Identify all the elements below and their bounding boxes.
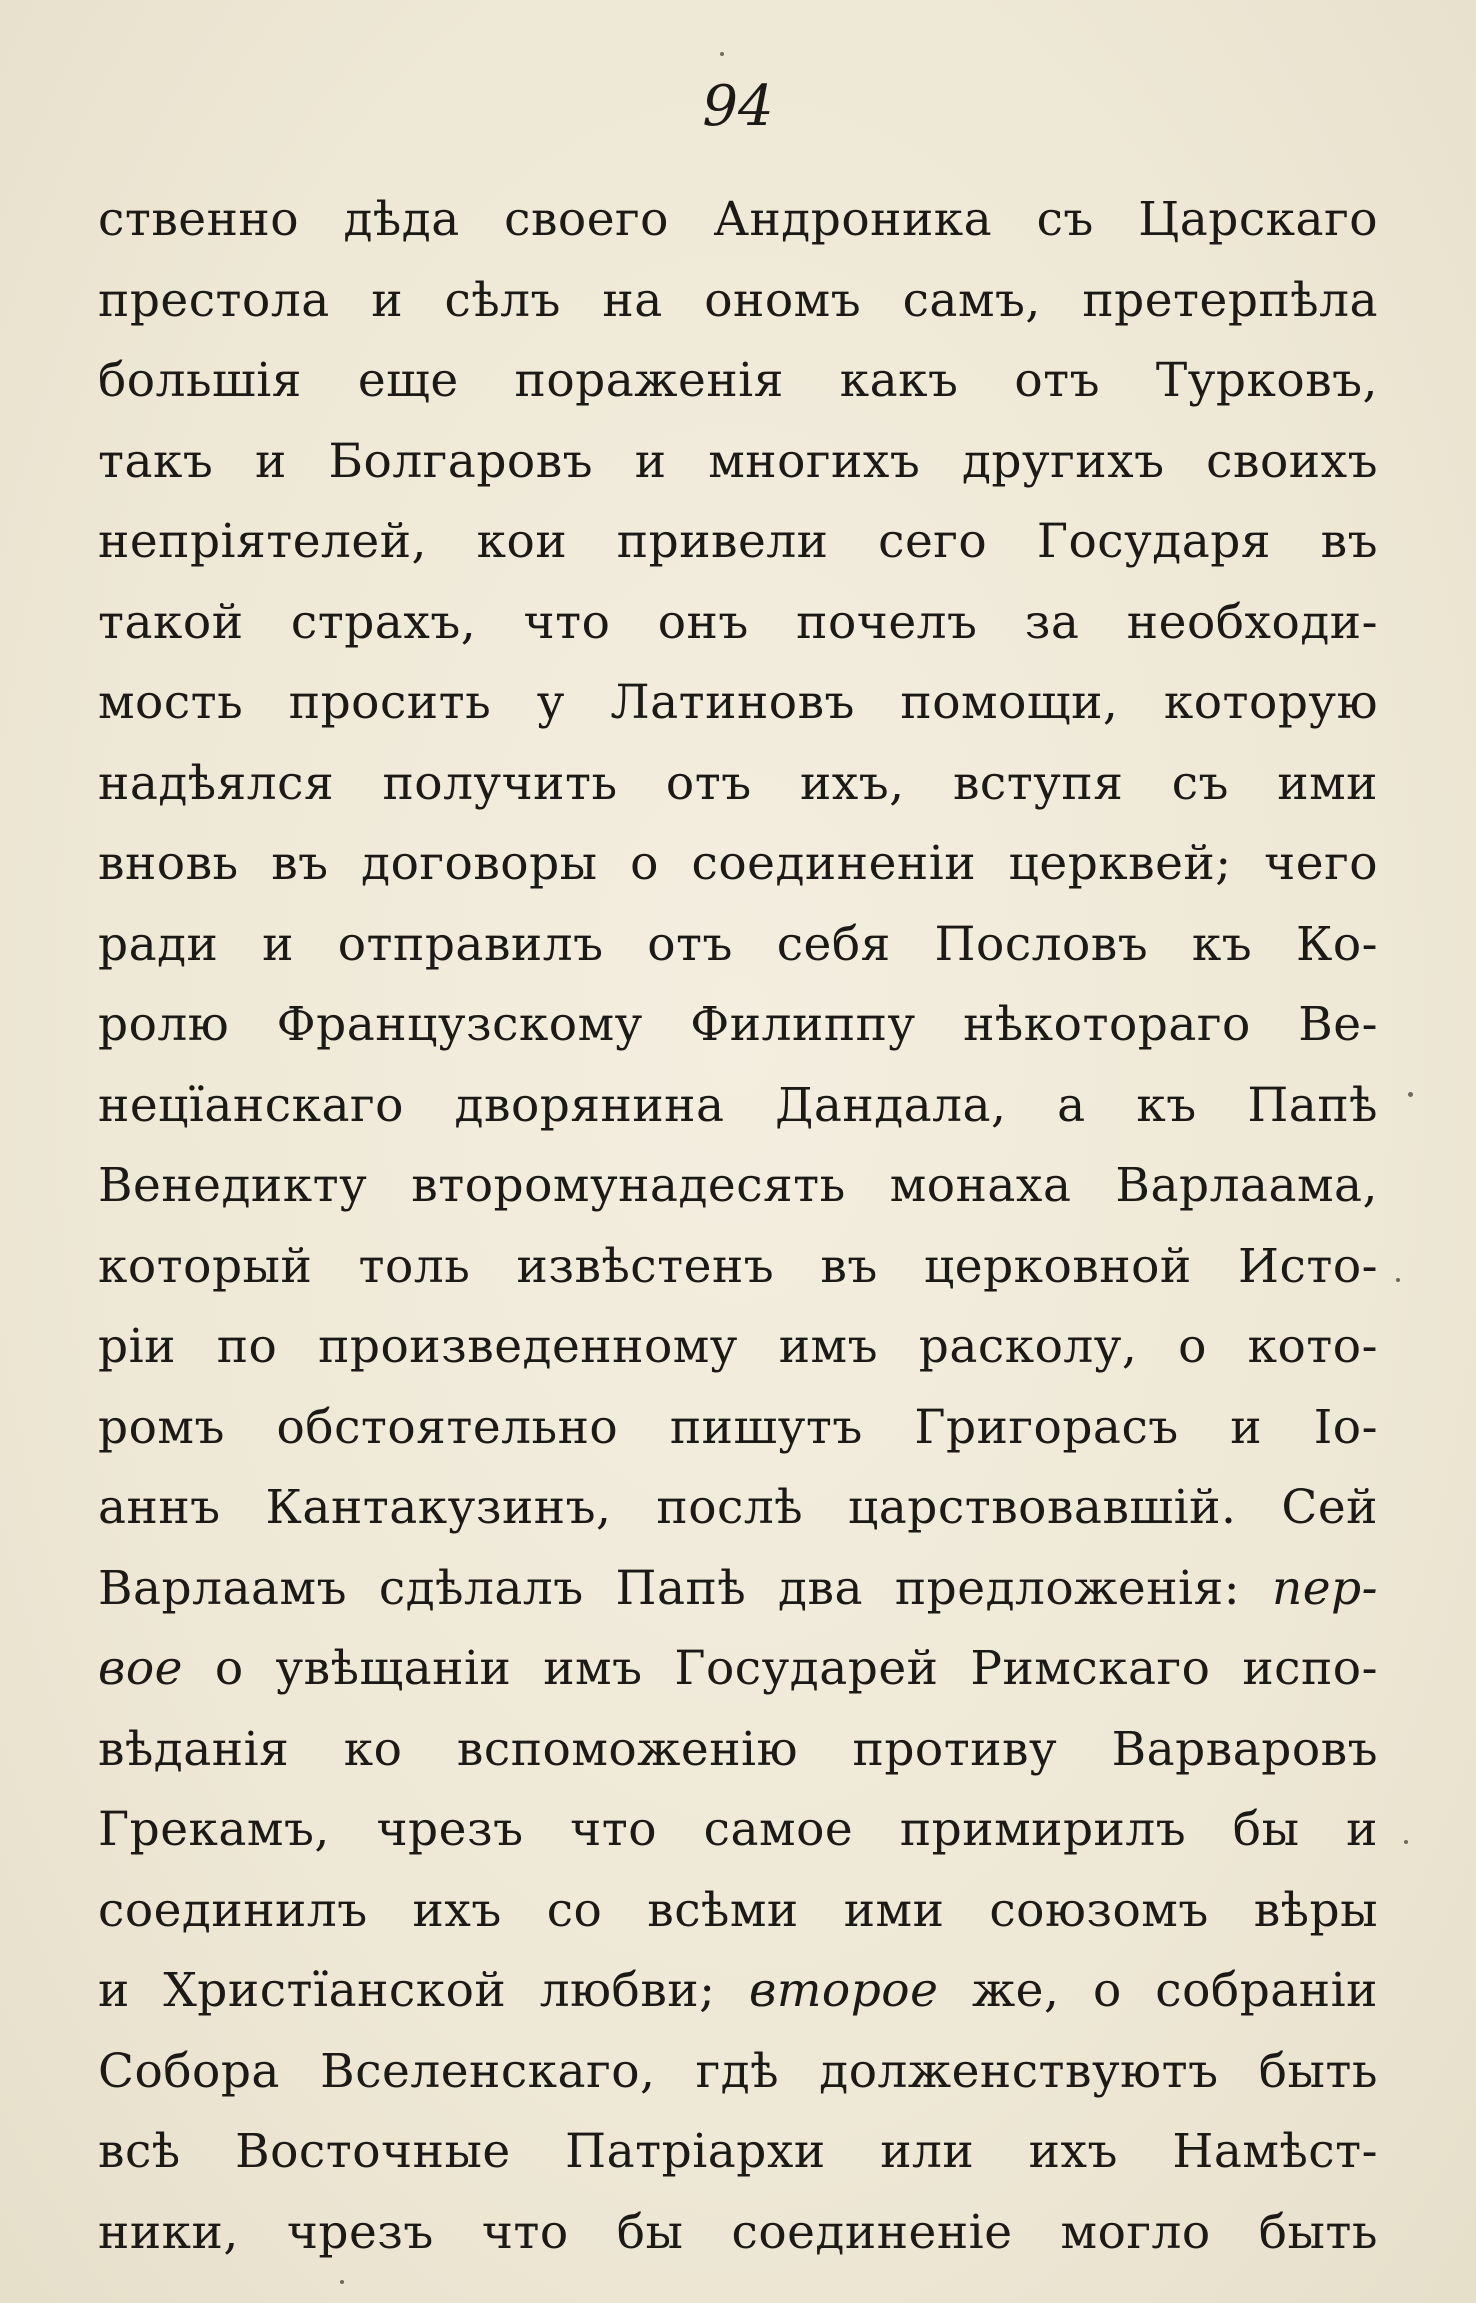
line-segment: ромъ обстоятельно пишутъ Григорасъ и Іо-	[98, 1399, 1378, 1455]
text-line	[98, 2032, 1378, 2113]
line-segment: нецïанскаго дворянина Дандала, а къ Папѣ	[98, 1077, 1378, 1133]
line-segment: вѣданія ко вспоможенію противу Варваровъ	[98, 1721, 1378, 1777]
text-line	[98, 1710, 1378, 1791]
line-segment: который толь извѣстенъ въ церковной Исто-	[98, 1238, 1378, 1294]
text-line	[98, 905, 1378, 986]
line-segment: всѣ Восточные Патріархи или ихъ Намѣст-	[98, 2124, 1378, 2179]
text-line	[98, 2112, 1378, 2193]
paper-speck	[1396, 1278, 1400, 1282]
line-segment: Варлаамъ сдѣлалъ Папѣ два предложенія:	[98, 1560, 1272, 1616]
text-line	[98, 2193, 1378, 2274]
text-line	[98, 1146, 1378, 1227]
text-line	[98, 1468, 1378, 1549]
line-segment: надѣялся получить отъ ихъ, вступя съ ими	[98, 755, 1378, 811]
line-segment: мость просить у Латиновъ помощи, которую	[98, 675, 1378, 730]
text-line	[98, 1227, 1378, 1308]
text-line	[98, 824, 1378, 905]
line-segment: ролю Французскому Филиппу нѣкотораго Ве-	[98, 997, 1378, 1052]
text-line	[98, 422, 1378, 503]
paper-speck	[1408, 1092, 1413, 1097]
text-line	[98, 1066, 1378, 1147]
text-line	[98, 1790, 1378, 1871]
line-segment: такъ и Болгаровъ и многихъ другихъ своихъ	[98, 433, 1378, 489]
paper-speck	[1404, 1840, 1408, 1844]
line-segment: большія еще пораженія какъ отъ Турковъ,	[98, 353, 1378, 408]
text-line	[98, 180, 1378, 261]
text-line	[98, 261, 1378, 342]
text-line	[98, 1388, 1378, 1469]
line-segment: ники, чрезъ что бы соединеніе могло быть	[98, 2204, 1378, 2260]
text-line	[98, 1871, 1378, 1952]
text-line	[98, 502, 1378, 583]
italic-segment: второе	[749, 1963, 939, 2018]
italic-segment: вое	[98, 1641, 183, 1696]
page-number: 94	[702, 74, 774, 139]
line-segment: непріятелей, кои привели сего Государя въ	[98, 514, 1378, 569]
text-line	[98, 1549, 1378, 1630]
text-line	[98, 341, 1378, 422]
text-line	[98, 1951, 1378, 2032]
line-segment: Собора Вселенскаго, гдѣ долженствуютъ быть	[98, 2043, 1378, 2099]
body-text	[98, 180, 1378, 2273]
line-segment: такой страхъ, что онъ почелъ за необходи-	[98, 594, 1378, 650]
line-segment: Грекамъ, чрезъ что самое примирилъ бы и	[98, 1802, 1378, 1857]
text-line	[98, 663, 1378, 744]
line-segment: и Христïанской любви;	[98, 1963, 749, 2018]
paper-speck	[340, 2280, 344, 2284]
line-segment: ради и отправилъ отъ себя Пословъ къ Ко-	[98, 916, 1378, 972]
text-line	[98, 1307, 1378, 1388]
line-segment: соединилъ ихъ со всѣми ими союзомъ вѣры	[98, 1882, 1378, 1938]
line-segment: о увѣщаніи имъ Государей Римскаго испо-	[182, 1641, 1378, 1696]
line-segment: же, о собраніи	[938, 1963, 1378, 2018]
text-line	[98, 744, 1378, 825]
line-segment: Венедикту второмунадесять монаха Варлаама,	[98, 1158, 1378, 1213]
text-line	[98, 985, 1378, 1066]
line-segment: аннъ Кантакузинъ, послѣ царствовавшій. Сей	[98, 1480, 1378, 1535]
italic-segment: пер-	[1271, 1560, 1378, 1616]
text-line	[98, 1629, 1378, 1710]
line-segment: ріи по произведенному имъ расколу, о кото-	[98, 1319, 1378, 1374]
paper-speck	[720, 52, 724, 56]
line-segment: престола и сѣлъ на ономъ самъ, претерпѣла	[98, 272, 1378, 328]
line-segment: ственно дѣда своего Андроника съ Царскаго	[98, 192, 1378, 247]
text-line	[98, 583, 1378, 664]
line-segment: вновь въ договоры о соединеніи церквей; чего	[98, 836, 1378, 891]
